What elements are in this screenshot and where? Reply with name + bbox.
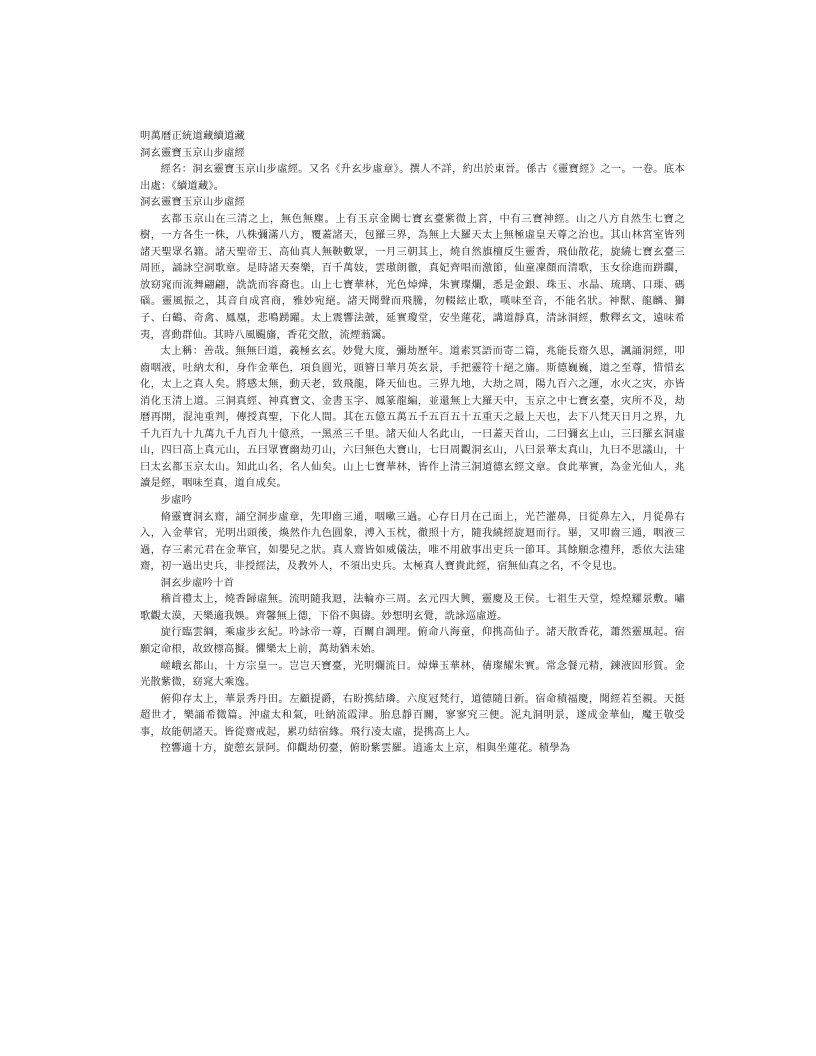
section-heading-dong-xuan-bu-xu-yin-shi-shou: 洞玄步虛吟十首 bbox=[160, 576, 235, 589]
work-title: 洞玄靈寶玉京山步虛經 bbox=[140, 196, 246, 209]
document-body bbox=[140, 128, 685, 757]
paragraph-body-1: 玄都玉京山在三清之上，無色無塵。上有玉京金闕七寶玄臺紫微上宮，中有三寶神經。山之八方自然生七寶之樹，一方各生一株，八株彌滿八方，覆蓋諸天，包羅三界，為無上大羅天太上無極虛皇天尊之治也。其山林宮室皆列諸天聖眾名籍。諸天聖帝王、高仙真人無鞅數眾，一月三朝其上，燒自然旗檀反生靈香，飛仙散花，旋繞七寶玄臺三周匝，誦詠空洞歌章。是時諸天奏樂，百千萬妓，雲璈朗徹，真妃齊唱而激節，仙童凜顏而清歌，玉女徐進而跰躢，放窈窕而流舞翩翩，詵詵而容裔也。山上七寶華林，光色焯燁，朱實璨爛，悉是金銀、珠玉、水晶、琉璃、口璖、碼碯。靈風振之，其音自成宮商，雅妙宛絕。諸天聞聲而飛騰，勿輟絃止歌，嘆味至音，不能名狀。神獸、龍麟、獅子、白鶴、奇禽、鳳凰，悲鳴踴躍。太上震響法皷，延實瓊堂，安坐蓮花，講道靜真，清詠洞經，敷釋玄文，遠味希夷，喜動群仙。其時八風颺旛，香花交散，流煙蓊靄。 bbox=[140, 212, 685, 341]
paragraph-body-2: 太上稱：善哉。無無曰道，義極玄玄。妙覺大度，彌劫歷年。道素冥語而寄二篇，兆能長齋久思，諷誦洞經，叩齒咽液，吐納太和，身作金華色，項負圓光，頭簪日華月英玄景，手把靈符十絕之旛。斯德巍巍，道之至尊，惜惜玄化，太上之真人矣。將感太無，動天老，致飛龍，降天仙也。三界九地，大劫之周，陽九百六之運，水火之灾，亦皆消化玉清上道。三洞真經、神真寶文、金書玉字、鳳篆龍編，並還無上大羅天中，玉京之中七寶玄臺，灾所不及，劫曆再開，混沌重判，傳授真聖，下化人間。其在五億五萬五千五百五十五重天之最上天也，去下八梵天日月之界，九千九百九十九萬九千九百九十億烝，一黑烝三千里。諸天仙人名此山，一曰蓋天首山，二曰彌玄上山，三曰羅玄洞虛山，四曰高上真元山，五曰眾寶幽劫刃山，六曰無色大寶山，七曰周觀洞玄山，八曰景華太真山，九曰不思議山，十曰太玄都玉京太山。知此山名，名人仙矣。山上七寶華林，皆作上清三洞道德玄經文章。食此華實，為金光仙人，兆讀是經，咽味至真，道自成矣。 bbox=[140, 345, 685, 490]
scripture-title-header: 洞玄靈寶玉京山步虛經 bbox=[140, 146, 246, 159]
poem-5: 控響適十方，旋憩玄景阿。仰觀劫仞臺，俯盼紫雲羅。逍遙太上京，相與坐蓮花。積學為 bbox=[160, 742, 571, 755]
bibliographic-note: 經名：洞玄靈寶玉京山步虛經。又名《升玄步虛章》。撰人不詳，約出於東晉。係古《靈寶經》之一。一卷。底本出處：《續道藏》。 bbox=[140, 163, 685, 192]
poem-2: 旋行臨雲綱，乘虛步玄紀。吟詠帝一尊，百關自調理。俯命八海童，仰携高仙子。諸天散香花，蕭然靈風起。宿願定命根，故致標高擬。懼樂太上前，萬劫猶未始。 bbox=[140, 626, 685, 655]
poem-4: 俯仰存太上，華景秀丹田。左顧提爵，右盼携結璘。六度冠梵行，道德隨日新。宿命積福慶，聞經若至親。天挺超世才，樂誦希微篇。沖虛太和氣，吐納流霞津。胎息靜百關，寥寥究三便。泥丸洞明景，遂成金華仙，魔王敬受事，故能朝諸天。皆從齋戒起，累功結宿緣。飛行凌太虛，提携高上人。 bbox=[140, 692, 685, 738]
section-1-paragraph-1: 脩靈寶洞玄齋，誦空洞步虛章，先叩齒三通，咽嗽三過。心存日月在己面上，光芒灌鼻，日從鼻左入，月從鼻右入，入金華官，光明出頭後，煥然作九色圓象，溥入玉枕，徹照十方，隨我繞經旋迴而行。畢，又叩齒三通，咽液三過，存三素元君在金華官，如嬰兒之狀。真人齋皆如威儀法，唯不用啟事出吏兵一節耳。其餘願念禮拜，悉依大法建齋，初一過出史兵，非授經法，及教外人，不須出史兵。太極真人寶貴此經，宿無仙真之名，不令見也。 bbox=[140, 510, 685, 573]
poem-1: 稽首禮太上，燒香歸虛無。流明隨我迴，法輪亦三周。玄元四大興，靈慶及王侯。七祖生天堂，煌煌耀景敷。嘯歌觀太漠，天樂適我娛。齊馨無上德，下俗不與儔。妙想明玄覺，詵詠巡虛遊。 bbox=[140, 593, 685, 622]
poem-3: 嵯峨玄都山，十方宗皇一。岂岂天寶臺，光明爛流日。焯燁玉華林，蒨璨耀朱實。常念餐元精，鍊液固形質。金光散紫微，窈窕大乘逸。 bbox=[140, 659, 685, 689]
collection-title: 明萬曆正統道藏續道藏 bbox=[140, 130, 246, 142]
section-heading-bu-xu-yin: 步虛吟 bbox=[160, 494, 193, 507]
